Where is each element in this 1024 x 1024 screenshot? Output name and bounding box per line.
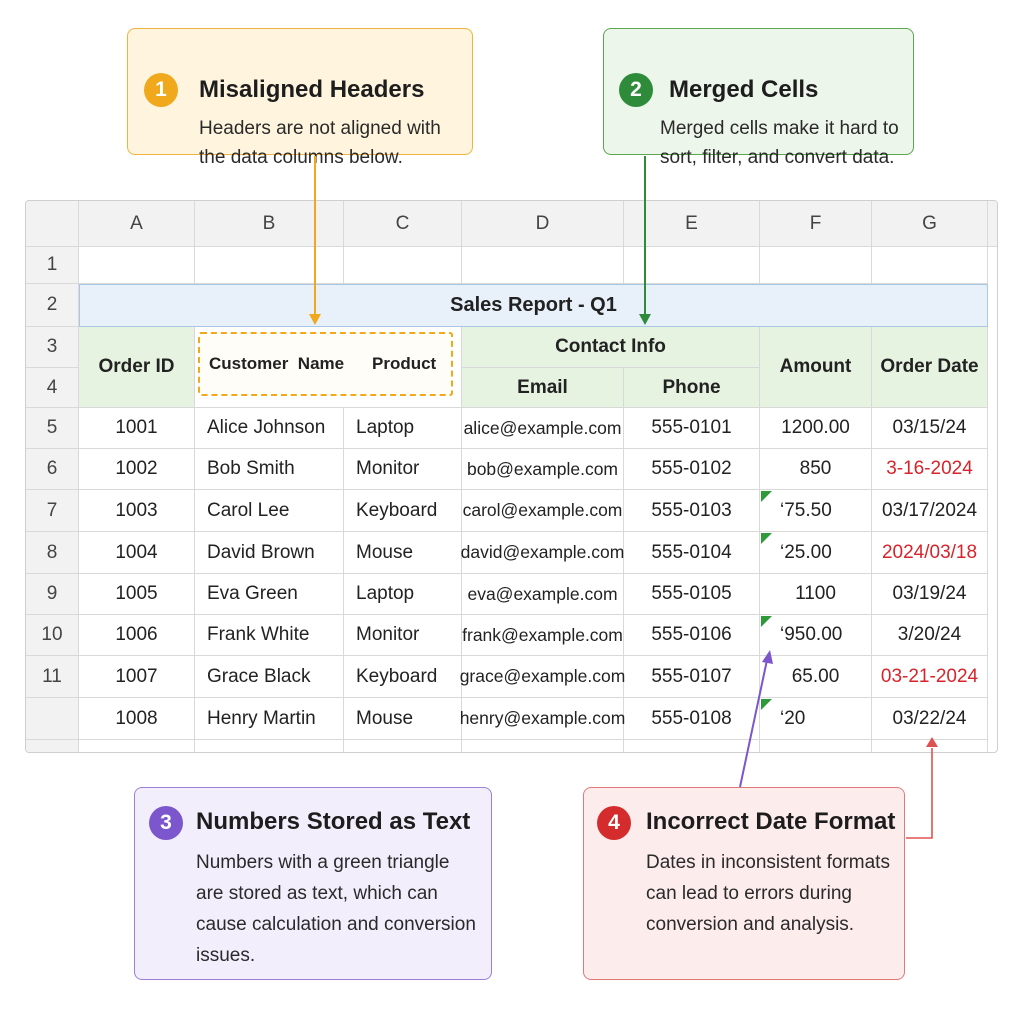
cell-name[interactable]: Frank White [195, 615, 344, 656]
cell-phone[interactable]: 555-0105 [624, 574, 760, 615]
row-header[interactable]: 8 [26, 532, 79, 574]
spreadsheet-grid [25, 200, 998, 753]
cell-product[interactable]: Laptop [344, 574, 462, 615]
empty-cell[interactable] [760, 740, 872, 753]
header-contact-info-merged[interactable]: Contact Info [462, 327, 760, 368]
row-header[interactable]: 5 [26, 408, 79, 449]
empty-cell[interactable] [462, 740, 624, 753]
cell-name[interactable]: Carol Lee [195, 490, 344, 532]
cell-name[interactable]: Henry Martin [195, 698, 344, 740]
header-email[interactable]: Email [462, 368, 624, 408]
cell-amount[interactable]: 850 [760, 449, 872, 490]
cell-amount[interactable]: ‘25.00 [760, 532, 872, 574]
cell-email[interactable]: bob@example.com [462, 449, 624, 490]
cell-date[interactable]: 03/22/24 [872, 698, 988, 740]
cell-date[interactable]: 03-21-2024 [872, 656, 988, 698]
cell-phone[interactable]: 555-0106 [624, 615, 760, 656]
empty-cell[interactable] [872, 247, 988, 284]
cell-date[interactable]: 03/19/24 [872, 574, 988, 615]
callout-title: Merged Cells [669, 76, 819, 103]
cell-id[interactable]: 1005 [79, 574, 195, 615]
row-header[interactable]: 3 [26, 327, 79, 368]
header-amount[interactable]: Amount [760, 327, 872, 408]
cell-name[interactable]: Bob Smith [195, 449, 344, 490]
callout-number-badge: 4 [597, 806, 631, 840]
callout-description: Merged cells make it hard to sort, filter, and convert data. [660, 118, 899, 168]
row-header[interactable]: 9 [26, 574, 79, 615]
empty-cell[interactable] [462, 247, 624, 284]
row-header[interactable]: 10 [26, 615, 79, 656]
select-all-corner[interactable] [26, 201, 79, 247]
cell-name[interactable]: Alice Johnson [195, 408, 344, 449]
cell-amount[interactable]: ‘75.50 [760, 490, 872, 532]
header-phone[interactable]: Phone [624, 368, 760, 408]
cell-product[interactable]: Monitor [344, 615, 462, 656]
empty-cell[interactable] [760, 247, 872, 284]
callout-title: Misaligned Headers [199, 76, 425, 103]
arrow-incorrect-date [906, 748, 932, 838]
cell-phone[interactable]: 555-0107 [624, 656, 760, 698]
row-header[interactable]: 11 [26, 656, 79, 698]
cell-phone[interactable]: 555-0102 [624, 449, 760, 490]
cell-email[interactable]: grace@example.com [462, 656, 624, 698]
empty-cell[interactable] [872, 740, 988, 753]
callout-misaligned-headers [127, 28, 473, 168]
cell-id[interactable]: 1001 [79, 408, 195, 449]
cell-phone[interactable]: 555-0108 [624, 698, 760, 740]
column-header[interactable]: C [344, 201, 462, 247]
cell-name[interactable]: Grace Black [195, 656, 344, 698]
column-header[interactable]: A [79, 201, 195, 247]
header-order-id[interactable]: Order ID [79, 327, 195, 408]
column-header[interactable]: G [872, 201, 988, 247]
callout-numbers-as-text [134, 787, 492, 980]
column-header[interactable]: B [195, 201, 344, 247]
callout-title: Numbers Stored as Text [196, 808, 471, 835]
cell-id[interactable]: 1002 [79, 449, 195, 490]
callout-number-badge: 1 [144, 73, 178, 107]
cell-id[interactable]: 1006 [79, 615, 195, 656]
callout-description: Headers are not aligned with the data columns below. [199, 118, 441, 168]
row-header[interactable]: 4 [26, 368, 79, 408]
cell-product[interactable]: Keyboard [344, 490, 462, 532]
cell-date[interactable]: 03/17/2024 [872, 490, 988, 532]
merged-title-cell[interactable]: Sales Report - Q1 [79, 284, 988, 327]
row-header-empty [26, 740, 79, 753]
text-number-warning-triangle-icon [761, 616, 772, 627]
cell-email[interactable]: henry@example.com [462, 698, 624, 740]
header-customer-name: Customer Name [209, 354, 345, 373]
cell-amount[interactable]: ‘950.00 [760, 615, 872, 656]
row-header[interactable]: 1 [26, 247, 79, 284]
cell-date[interactable]: 2024/03/18 [872, 532, 988, 574]
cell-phone[interactable]: 555-0103 [624, 490, 760, 532]
empty-cell[interactable] [624, 740, 760, 753]
cell-date[interactable]: 03/15/24 [872, 408, 988, 449]
cell-product[interactable]: Mouse [344, 532, 462, 574]
cell-id[interactable]: 1007 [79, 656, 195, 698]
cell-id[interactable]: 1008 [79, 698, 195, 740]
cell-id[interactable]: 1003 [79, 490, 195, 532]
cell-email[interactable]: carol@example.com [462, 490, 624, 532]
cell-product[interactable]: Laptop [344, 408, 462, 449]
cell-amount[interactable]: 65.00 [760, 656, 872, 698]
cell-id[interactable]: 1004 [79, 532, 195, 574]
callout-merged-cells [603, 28, 914, 168]
column-header[interactable]: D [462, 201, 624, 247]
misaligned-header-box [198, 332, 453, 396]
callout-title: Incorrect Date Format [646, 808, 896, 835]
cell-amount[interactable]: ‘20 [760, 698, 872, 740]
cell-email[interactable]: frank@example.com [462, 615, 624, 656]
cell-name[interactable]: David Brown [195, 532, 344, 574]
empty-cell[interactable] [344, 247, 462, 284]
cell-amount[interactable]: 1100 [760, 574, 872, 615]
cell-name[interactable]: Eva Green [195, 574, 344, 615]
column-header-empty [988, 201, 998, 247]
cell-email[interactable]: alice@example.com [462, 408, 624, 449]
empty-cell[interactable] [195, 247, 344, 284]
text-number-warning-triangle-icon [761, 491, 772, 502]
cell-amount[interactable]: 1200.00 [760, 408, 872, 449]
cell-phone[interactable]: 555-0104 [624, 532, 760, 574]
callout-number-badge: 2 [619, 73, 653, 107]
callout-description: Numbers with a green triangle are stored as text, which can cause calculation and conversion issues. [196, 852, 476, 966]
cell-email[interactable]: david@example.com [462, 532, 624, 574]
empty-cell[interactable] [344, 740, 462, 753]
row-header[interactable] [26, 698, 79, 740]
row-header[interactable]: 7 [26, 490, 79, 532]
column-header[interactable]: F [760, 201, 872, 247]
cell-phone[interactable]: 555-0101 [624, 408, 760, 449]
cell-product[interactable]: Mouse [344, 698, 462, 740]
cell-product[interactable]: Monitor [344, 449, 462, 490]
cell-email[interactable]: eva@example.com [462, 574, 624, 615]
callout-number-badge: 3 [149, 806, 183, 840]
cell-date[interactable]: 3/20/24 [872, 615, 988, 656]
callout-description: Dates in inconsistent formats can lead to errors during conversion and analysis. [646, 852, 890, 935]
header-product: Product [372, 354, 437, 373]
empty-cell[interactable] [79, 740, 195, 753]
cell-product[interactable]: Keyboard [344, 656, 462, 698]
empty-cell[interactable] [79, 247, 195, 284]
row-header[interactable]: 6 [26, 449, 79, 490]
row-header[interactable]: 2 [26, 284, 79, 327]
callout-incorrect-date-format [583, 787, 905, 980]
empty-cell[interactable] [195, 740, 344, 753]
empty-cell[interactable] [624, 247, 760, 284]
cell-date[interactable]: 3-16-2024 [872, 449, 988, 490]
column-header[interactable]: E [624, 201, 760, 247]
text-number-warning-triangle-icon [761, 533, 772, 544]
header-order-date[interactable]: Order Date [872, 327, 988, 408]
text-number-warning-triangle-icon [761, 699, 772, 710]
